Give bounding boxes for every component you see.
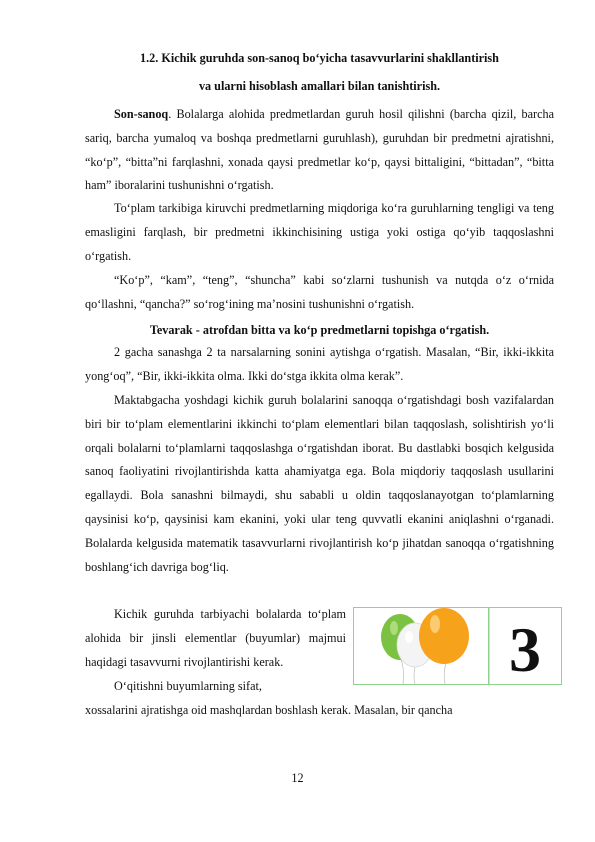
term-son-sanoq: Son-sanoq (114, 107, 169, 121)
paragraph-son-sanoq-text: . Bolalarga alohida predmetlardan guruh hosil qilishni (barcha qizil, barcha sariq, barcha yumaloq va boshqa predmetlarni guruhlash), guruhdan bir predmetni ajratishni, “ko‘p”, “bitta”ni farqlashni, xonada qaysi predmetlar ko‘p, qaysi bittaligini, “bittadan”, “bitta ham” iboralarini tushunishni o‘rgatish. (85, 107, 554, 193)
balloon-highlight (390, 621, 398, 635)
paragraph-properties-tail: xossalarini ajratishga oid mashqlardan boshlash kerak. Masalan, bir qancha (85, 703, 453, 717)
orange-balloon-icon (419, 608, 469, 664)
balloons-number-figure (353, 607, 562, 685)
balloon-highlight (405, 631, 413, 643)
page-number: 12 (291, 771, 304, 785)
section-heading-line1: 1.2. Kichik guruhda son-sanoq bo‘yicha tasavvurlarini shakllantirish (140, 51, 499, 65)
subheading-one-many: Tevarak - atrofdan bitta va ko‘p predmetlarni topishga o‘rgatish. (149, 323, 490, 337)
paragraph-properties-start: O‘qitishni buyumlarning sifat, (114, 679, 262, 693)
number-digit: 3 (509, 614, 541, 685)
balloons-figure-svg (353, 607, 562, 685)
paragraph-set-elements: Kichik guruhda tarbiyachi bolalarda to‘plam alohida bir jinsli elementlar (buyumlar) majmui haqidagi tasavvurni rivojlantirishi kerak. (85, 607, 346, 669)
paragraph-preschool-tasks: Maktabgacha yoshdagi kichik guruh bolalarini sanoqqa o‘rgatishdagi bosh vazifalardan biri bir to‘plam elementlarini ikkinchi to‘plam elementlari bilan taqqoslash, solishtirish yo‘li orqali bolalarni to‘plamlarni taqqoslashga o‘rgatishdan iborat. Bu dastlabki bosqich kelgusida sanoq faoliyatini rivojlantirishda katta ahamiyatga ega. Bola miqdoriy taqqoslash usullarini egallaydi. Bola sanashni bilmaydi, shu sababli u oldin taqqoslanayotgan to‘plamlarning qaysinisi ko‘p, qaysinisi kam ekanini, yoki ular teng quvvatli ekanini aniqlashni o‘rganadi. Bolalarda kelgusida matematik tasavvurlarni rivojlantirish ko‘p jihatdan sanoqqa o‘rgatishning boshlang‘ich davriga bog‘liq. (85, 393, 554, 574)
paragraph-comparison: To‘plam tarkibiga kiruvchi predmetlarning miqdoriga ko‘ra guruhlarning tengligi va teng emasligini farqlash, bir predmetni ikkinchisining ustiga yoki ostiga qo‘yib taqqoslashni o‘rgatish. (85, 201, 554, 263)
paragraph-son-sanoq (85, 103, 554, 198)
section-heading-line2: va ularni hisoblash amallari bilan tanishtirish. (198, 79, 441, 93)
balloon-highlight (430, 615, 440, 633)
paragraph-counting-two: 2 gacha sanashga 2 ta narsalarning sonini aytishga o‘rgatish. Masalan, “Bir, ikki-ikkita yong‘oq”, “Bir, ikki-ikkita olma. Ikki do‘stga ikkita olma kerak”. (85, 345, 554, 383)
paragraph-vocabulary: “Ko‘p”, “kam”, “teng”, “shuncha” kabi so‘zlarni tushunish va nutqda o‘z o‘rnida qo‘llashni, “qancha?” so‘rog‘ining ma’nosini tushunishni o‘rgatish. (85, 273, 554, 311)
